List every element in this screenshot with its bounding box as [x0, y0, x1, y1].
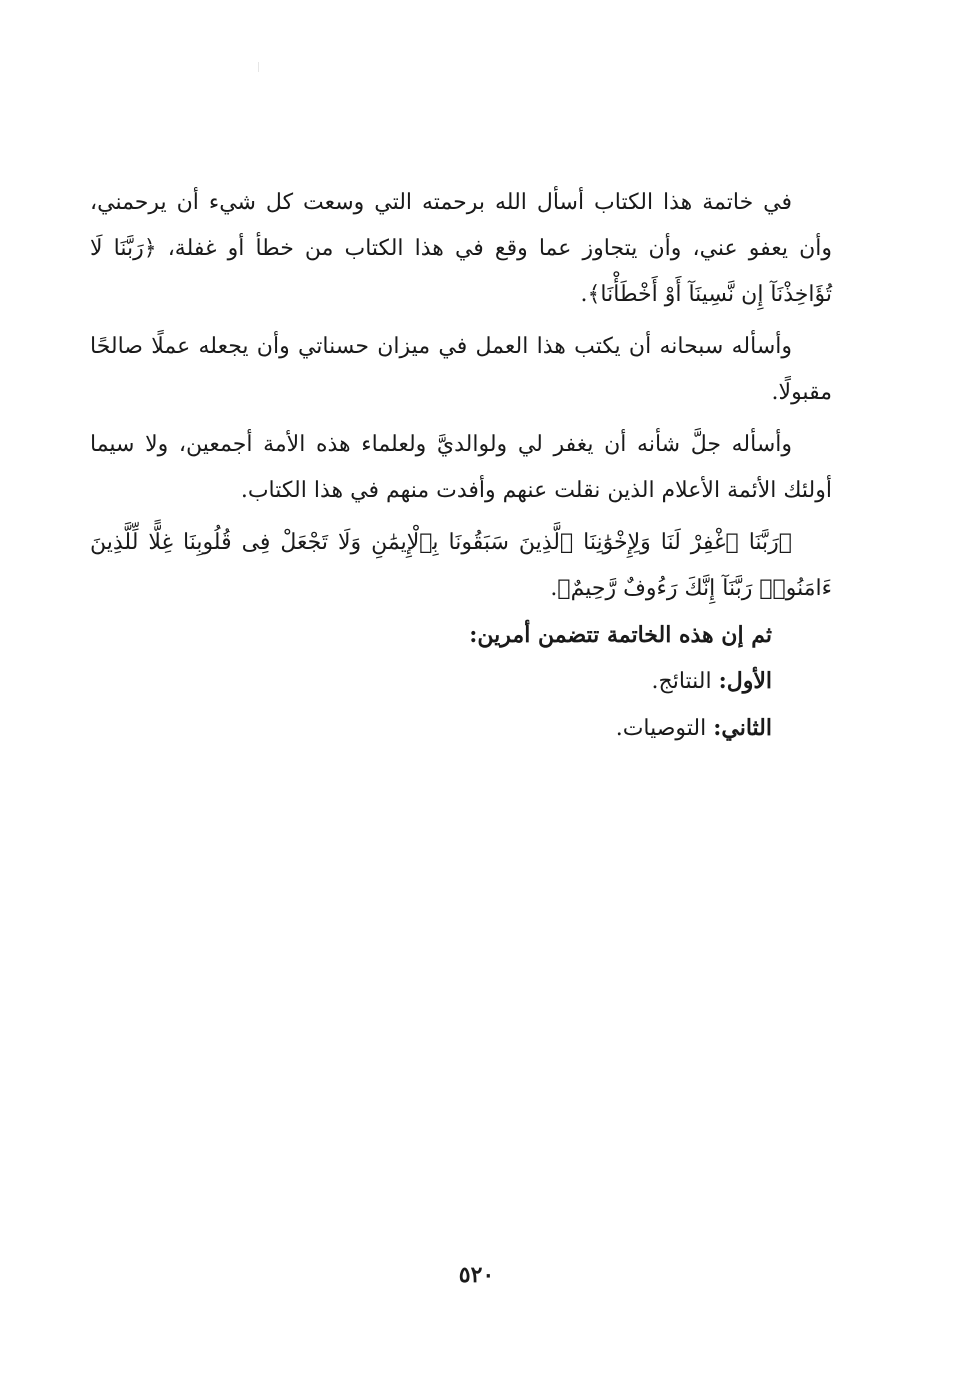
list-item-second: [90, 705, 832, 752]
quran-verse: ﴿رَبَّنَا ٱغْفِرْ لَنَا وَلِإِخْوَٰنِنَا ٱلَّذِينَ سَبَقُونَا بِٱلْإِيمَٰنِ وَلَا تَجْعَلْ فِى قُلُوبِنَا غِلًّا لِّلَّذِينَ ءَامَنُوا۟ رَبَّنَآ إِنَّكَ رَءُوفٌ رَّحِيمٌ﴾.: [90, 530, 832, 601]
section-heading: ثم إن هذه الخاتمة تتضمن أمرين:: [469, 622, 772, 648]
paragraph-closing-prayer: في خاتمة هذا الكتاب أسأل الله برحمته التي وسعت كل شيء أن يرحمني، وأن يعفو عني، وأن يتجاوز عما وقع في هذا الكتاب من خطأ أو غفلة، ﴿رَبَّنَا لَا تُؤَاخِذْنَآ إِن نَّسِينَآ أَوْ أَخْطَأْنَا﴾.: [90, 190, 832, 307]
list-item-label: الأول:: [718, 668, 772, 694]
list-item-label: الثاني:: [713, 715, 772, 741]
page-body: [90, 180, 832, 752]
list-item-first: [90, 658, 832, 705]
scan-mark: [258, 62, 259, 72]
page-number: ٥٢٠: [458, 1262, 495, 1288]
list-item-text: التوصيات.: [615, 716, 714, 741]
list-item-text: النتائج.: [651, 669, 719, 694]
paragraph-forgiveness: وأسأله جلَّ شأنه أن يغفر لي ولوالديَّ ولعلماء هذه الأمة أجمعين، ولا سيما أولئك الأئمة الأعلام الذين نقلت عنهم وأفدت منهم في هذا الكتاب.: [90, 432, 832, 503]
paragraph-good-deeds: وأسأله سبحانه أن يكتب هذا العمل في ميزان حسناتي وأن يجعله عملًا صالحًا مقبولًا.: [90, 334, 832, 405]
